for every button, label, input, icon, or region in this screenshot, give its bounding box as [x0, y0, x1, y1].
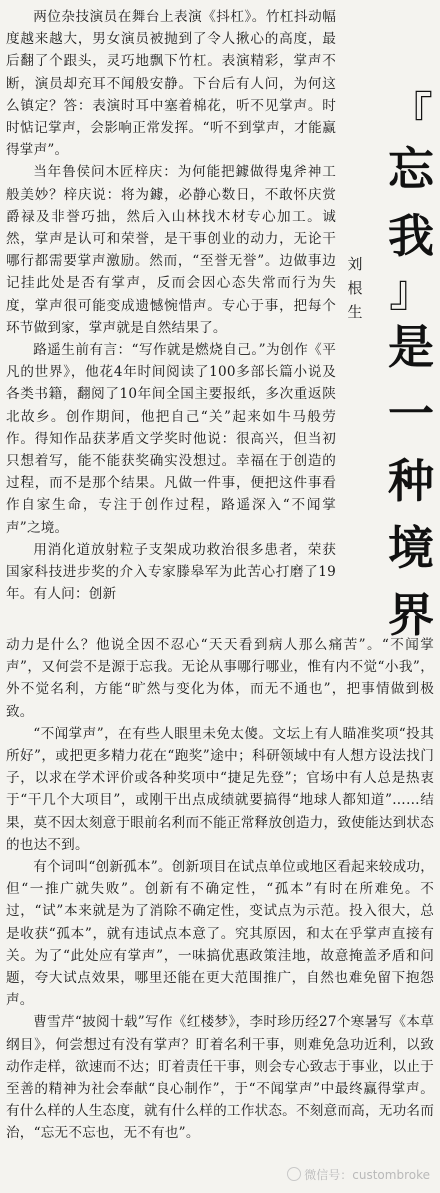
- wechat-icon: [287, 1167, 301, 1181]
- article-title: [384, 88, 438, 649]
- paragraph-7: 曹雪芹“披阅十载”写作《红楼梦》，李时珍历经27个寒暑写《本草纲目》，何尝想过有没有掌声？盯着名利干事，则难免急功近利，以致动作走样，欲速而不达；盯着责任干事，则会专心致志于事业，以止于至善的精神为社会奉献“良心制作”，于“不闻掌声”中最终赢得掌声。有什么样的人生态度，就有什么样的工作状态。不刻意而高，无功名而治，“忘无不忘也，无不有也”。: [6, 1014, 434, 1142]
- paragraph-4-end: 动力是什么？他说全因不忍心“天天看到病人那么痛苦”。“不闻掌声”，又何尝不是源于忘我。无论从事哪行哪业，惟有内不觉“小我”，外不觉名利，方能“旷然与变化为体，而无不通也”，把事情做到极致。: [6, 637, 434, 720]
- title-rest: 是一种境界: [388, 320, 434, 642]
- paragraph-1: 两位杂技演员在舞台上表演《抖杠》。竹杠抖动幅度越来越大，男女演员被抛到了令人揪心的高度，最后翻了个跟头，灵巧地飘下竹杠。表演精彩，掌声不断，演员却充耳不闻般安静。下台后有人问，为何这么镇定？答：表演时耳中塞着棉花，听不见掌声。时时惦记掌声，会影响正常发挥。“听不到掌声，才能赢得掌声”。: [6, 9, 336, 159]
- paragraph-3: 路遥生前有言：“写作就是燃烧自己。”为创作《平凡的世界》，他花4年时间阅读了100多部长篇小说及各类书籍，翻阅了10年间全国主要报纸，多次重返陕北故乡。创作期间，他把自己“关”起来如牛马般劳作。得知作品获茅盾文学奖时他说：很高兴，但当初只想着写，能不能获奖确实没想过。幸福在于创造的过程，而不是那个结果。凡做一件事，便把这件事看作自家生命，专注于创作过程，路遥深入“不闻掌声”之境。: [6, 342, 336, 536]
- paragraph-6: 有个词叫“创新孤本”。创新项目在试点单位或地区看起来较成功，但“一推广就失败”。创新有不确定性，“孤本”有时在所难免。不过，“试”本来就是为了消除不确定性，变试点为示范。投入很大，总是收获“孤本”，就有违试点本意了。究其原因，和太在乎掌声直接有关。为了“此处应有掌声”，一味搞优惠政策洼地，故意掩盖矛盾和问题，夸大试点效果，哪里还能在更大范围推广，自然也难免留下抱怨声。: [6, 859, 434, 1009]
- title-bracket-close: 』: [389, 266, 433, 317]
- author-byline: 刘根生: [347, 255, 363, 321]
- title-keyword: 忘我: [388, 142, 434, 263]
- article-bottom-column: [6, 634, 434, 1145]
- article-top-column: [6, 6, 336, 605]
- paragraph-5: “不闻掌声”，在有些人眼里未免太傻。文坛上有人瞄准奖项“投其所好”，或把更多精力花在“跑奖”途中；科研领域中有人想方设法找门子，以求在学术评价或各种奖项中“捷足先登”；官场中有人总是热衷于“干几个大项目”，或刚干出点成绩就要搞得“地球人都知道”……结果，莫不因太刻意于眼前名利而不能正常释放创造力，致使能达到状态的也达不到。: [6, 725, 434, 853]
- paragraph-4-start: 用消化道放射粒子支架成功救治很多患者，荣获国家科技进步奖的介入专家滕皋军为此苦心打磨了19年。有人问：创新: [6, 541, 336, 603]
- title-bracket-open: 『: [389, 88, 433, 139]
- paragraph-2: 当年鲁侯问木匠梓庆：为何能把鐻做得鬼斧神工般美妙？梓庆说：将为鐻，必静心数日，不敢怀庆赏爵禄及非誉巧拙，然后入山林找木材专心加工。诚然，掌声是认可和荣誉，是干事创业的动力，无论干哪行都需要掌声激励。然而，“至誉无誉”。边做事边记挂此处是否有掌声，反而会因心态失常而行为失度，掌声很可能变成遗憾惋惜声。专心于事，把每个环节做到家，掌声就是自然结果了。: [6, 164, 336, 336]
- watermark-text: 微信号：custombroke: [304, 1168, 430, 1182]
- title-column: [344, 88, 436, 652]
- wechat-watermark: [287, 1166, 430, 1183]
